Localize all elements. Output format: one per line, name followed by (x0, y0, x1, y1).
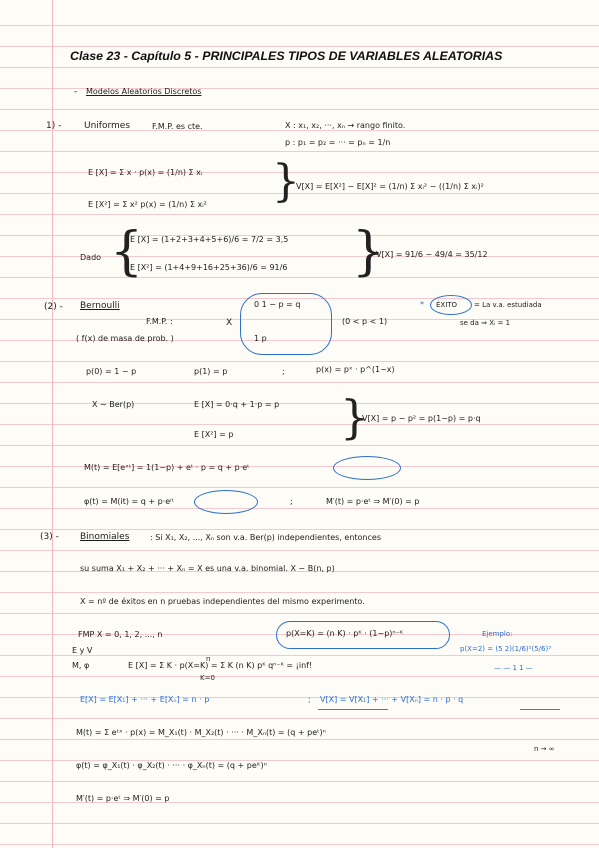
s3-pmf: p(X=K) = (n K) · pᴷ · (1−p)ⁿ⁻ᴷ (286, 629, 404, 638)
s2-semicolon2: ; (290, 497, 293, 506)
s1-right-brace: } (272, 156, 300, 207)
s2-right-brace: } (340, 390, 370, 444)
npq-underline (520, 709, 560, 710)
s3-number: (3) - (40, 532, 59, 542)
s3-line2: su suma X₁ + X₂ + ··· + Xₙ = X es una v.a. binomial. X ∼ B(n, p) (80, 564, 335, 573)
s1-name: Uniformes (84, 121, 131, 131)
var-underline (318, 709, 388, 710)
s1-ex2: E [X²] = Σ x² p(x) = (1/n) Σ xᵢ² (88, 200, 207, 209)
s3-mphi: M, φ (72, 661, 90, 670)
s3-mgf: M(t) = Σ eᵗˣ · p(x) = M_X₁(t) · M_X₂(t) · ··· · M_Xₙ(t) = (q + peᵗ)ⁿ (76, 728, 326, 737)
s3-var-semicolon: ; (308, 695, 311, 704)
s2-exito-tag: ÉXITO (436, 301, 458, 309)
s2-pmf0: p(0) = 1 − p (86, 367, 137, 376)
s2-cond: (0 < p < 1) (342, 317, 388, 326)
s2-exito-text: = La v.a. estudiada (474, 301, 542, 309)
s3-ejemplo-marks: — — 1 1 — (494, 664, 533, 672)
s2-row1: 1 p (254, 334, 267, 343)
s2-pmfx: p(x) = pˣ · p^(1−x) (316, 365, 395, 374)
s2-exito-text2: se da ⇒ Xᵢ = 1 (460, 319, 511, 327)
dado-right-brace: } (352, 222, 386, 282)
cf-circle (194, 490, 258, 514)
s1-ex: E [X] = Σ x · p(x) = (1/n) Σ xᵢ (88, 168, 203, 177)
s1-number: 1) - (46, 121, 62, 131)
mgf-circle (333, 456, 401, 480)
s3-cf: φ(t) = φ_X₁(t) · φ_X₂(t) · ··· · φ_Xₙ(t) = (q + peⁱᵗ)ⁿ (76, 761, 267, 770)
s3-ex-blue: E[X] = E[X₁] + ··· + E[Xₙ] = n · p (80, 695, 210, 704)
page-title: Clase 23 - Capítulo 5 - PRINCIPALES TIPOS DE VARIABLES ALEATORIAS (70, 49, 503, 63)
s2-number: (2) - (44, 302, 63, 312)
s2-ex2: E [X²] = p (194, 430, 234, 439)
s3-mprime: M′(t) = p·eᵗ ⇒ M′(0) = p (76, 794, 170, 803)
s3-ejemplo: Ejemplo: (482, 630, 513, 638)
s2-x: X (226, 318, 233, 328)
s3-eyv: E y V (72, 646, 93, 655)
s2-name: Bernoulli (80, 301, 120, 311)
dado-var: V[X] = 91/6 − 49/4 = 35/12 (376, 250, 488, 259)
s2-var: V[X] = p − p² = p(1−p) = p·q (362, 414, 481, 423)
s2-ber: X ∼ Ber(p) (92, 400, 135, 409)
s3-ex: E [X] = Σ K · p(X=K) = Σ K (n K) pᴷ qⁿ⁻ᴷ = ¡inf! (128, 661, 313, 670)
s3-line1: : Si X₁, X₂, ..., Xₙ son v.a. Ber(p) independientes, entonces (150, 533, 381, 542)
s2-semicolon: ; (282, 367, 285, 376)
s3-sum-lower: K=0 (200, 674, 215, 682)
s3-fmp: FMP X = 0, 1, 2, ..., n (78, 630, 163, 639)
s3-sum-upper: n (206, 655, 211, 663)
s3-n-inf: n → ∞ (534, 745, 555, 753)
dado-ex: E [X] = (1+2+3+4+5+6)/6 = 7/2 = 3,5 (130, 235, 289, 244)
s2-mprime: M′(t) = p·eᵗ ⇒ M′(0) = p (326, 497, 420, 506)
s2-star: * (420, 300, 424, 309)
dado-ex2: E [X²] = (1+4+9+16+25+36)/6 = 91/6 (130, 263, 288, 272)
s3-name: Binomiales (80, 532, 130, 542)
s2-fmp: F.M.P. : (146, 317, 173, 326)
dado-left-brace: { (110, 222, 144, 282)
s2-fmp-note: ( f(x) de masa de prob. ) (76, 334, 174, 343)
s1-x-def: X : x₁, x₂, ···, xₙ → rango finito. (285, 121, 406, 130)
section-heading: Modelos Aleatorios Discretos (86, 87, 202, 96)
s1-p-def: p : p₁ = p₂ = ··· = pₙ = 1/n (285, 138, 391, 147)
s2-row0: 0 1 − p = q (254, 300, 301, 309)
s3-var-blue: V[X] = V[X₁] + ··· + V[Xₙ] = n · p · q (320, 695, 464, 704)
s3-line3: X = nº de éxitos en n pruebas independientes del mismo experimento. (80, 597, 365, 606)
s1-desc: F.M.P. es cte. (152, 122, 203, 131)
dado-label: Dado (80, 253, 102, 262)
s3-ejemplo-eq: p(X=2) = (5 2)(1/6)²(5/6)³ (460, 645, 551, 653)
s2-pmf1: p(1) = p (194, 367, 228, 376)
s2-ex: E [X] = 0·q + 1·p = p (194, 400, 280, 409)
s2-mgf: M(t) = E[eˣᵗ] = 1(1−p) + eᵗ · p = q + p·eᵗ (84, 463, 250, 472)
s1-var: V[X] = E[X²] − E[X]² = (1/n) Σ xᵢ² − ((1/n) Σ xᵢ)² (296, 182, 484, 191)
heading-bullet: - (74, 87, 78, 97)
s2-cf: φ(t) = M(it) = q + p·eⁱᵗ (84, 497, 174, 506)
